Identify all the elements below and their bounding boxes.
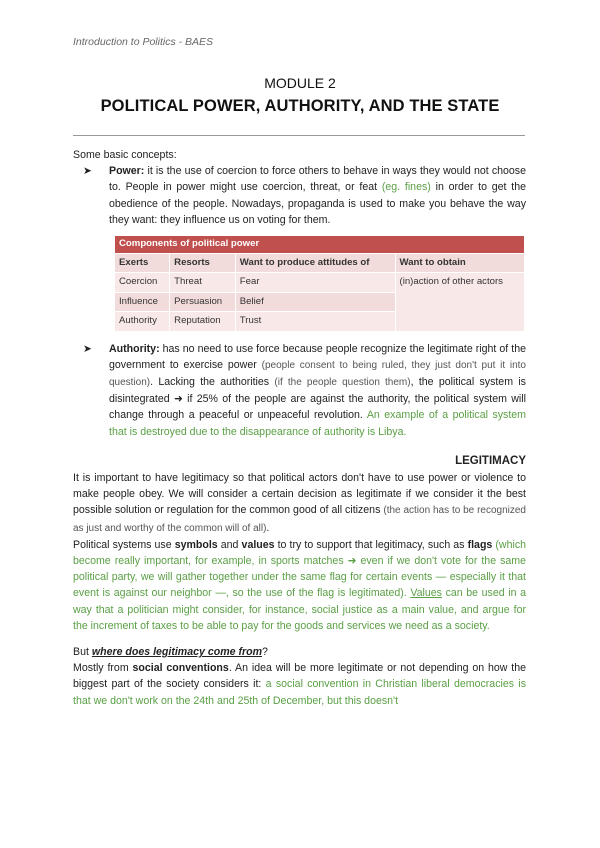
power-example: (eg. fines) — [381, 181, 431, 194]
table-row — [115, 273, 524, 293]
power-term: Power: — [109, 165, 145, 178]
legitimacy-text: to try to support that legitimacy, such as — [274, 538, 468, 551]
legitimacy-paragraph-2 — [73, 537, 526, 634]
authority-text-end: , the political system is disintegrated ➜ if 25% of the people are against the authority, the political system will change through a peaceful or unpeaceful revolution. — [109, 375, 526, 422]
power-components-table — [115, 236, 524, 331]
legitimacy-text: Political systems use — [73, 538, 175, 551]
authority-term: Authority: — [109, 342, 160, 355]
term-values: values — [241, 538, 275, 551]
module-label: MODULE 2 — [264, 75, 336, 91]
legitimacy-period: . — [266, 521, 270, 534]
origin-example: a social convention in Christian liberal democracies is that we don't work on the 24th and 25th of December, but this doesn't — [73, 678, 526, 707]
legitimacy-text: and — [217, 538, 242, 551]
authority-text: has no need to use force because people recognize the legitimate right of the government to exercise power — [109, 342, 526, 371]
table-cell: Authority — [115, 312, 170, 331]
authority-example: An example of a political system that is destroyed due to the disappearance of authority is Libya. — [109, 409, 527, 438]
table-cell-obtain: (in)action of other actors — [395, 273, 524, 331]
table-cell: Coercion — [115, 273, 170, 293]
table-cell: Persuasion — [170, 292, 236, 312]
question-text: But — [73, 645, 92, 658]
section-heading-legitimacy: LEGITIMACY — [455, 454, 526, 467]
power-text-cont: in order to get the obedience of the people. Nowadays, propaganda is used to make you behave the way they want: they influence us on voting for them. — [109, 181, 527, 226]
document-body — [73, 147, 526, 709]
flags-example: (which become really important, for example, in sports matches ➜ even if we don't vote for the same political party, we will gather together under the same flag for certain events — especially it that event is against our neighbor —, so the use of the flag is legitimated). — [73, 538, 527, 600]
bullet-arrow-icon: ➤ — [83, 342, 92, 355]
legitimacy-text: It is important to have legitimacy so that political actors don't have to use power or violence to make people obey. We will consider a certain decision as legitimate if we consider it the best possible solution or regulation for the common good of all citizens — [73, 471, 526, 517]
table-cell: Belief — [235, 292, 395, 312]
power-text: it is the use of coercion to force others to behave in ways they would not choose to. People in power might use coercion, threat, or feat — [109, 165, 526, 194]
authority-text-cont: . Lacking the authorities — [150, 375, 275, 388]
table-header: Exerts — [115, 253, 170, 273]
bullet-arrow-icon: ➤ — [83, 165, 92, 178]
power-bullet — [73, 163, 526, 228]
term-flags: flags — [467, 538, 493, 551]
origin-text-cont: . An idea will be more legitimate or not depending on how the biggest part of the society considers it: — [73, 662, 526, 691]
intro-text: Some basic concepts: — [73, 149, 177, 161]
question-mark: ? — [262, 645, 268, 658]
term-social-conventions: social conventions — [132, 662, 229, 675]
table-cell: Fear — [235, 273, 395, 293]
origin-paragraph — [73, 660, 526, 709]
page-title: POLITICAL POWER, AUTHORITY, AND THE STATE — [100, 97, 500, 115]
table-header: Resorts — [170, 253, 236, 273]
table-header: Want to obtain — [395, 253, 524, 273]
legitimacy-paragraph-1 — [73, 470, 526, 537]
values-example: can be used in a way that a politician might consider, for instance, social justice as a main value, and argue for the increment of taxes to be able to pay for the goods and services we need as a society. — [73, 587, 526, 632]
values-underlined: Values — [410, 587, 442, 600]
table-header: Want to produce attitudes of — [235, 253, 395, 273]
table-cell: Influence — [115, 292, 170, 312]
term-symbols: symbols — [174, 538, 218, 551]
origin-text: Mostly from — [73, 662, 133, 675]
authority-bullet — [73, 341, 526, 440]
table-cell: Reputation — [170, 312, 236, 331]
authority-aside-2: (if the people question them) — [274, 376, 411, 388]
table-cell: Threat — [170, 273, 236, 293]
legitimacy-aside: (the action has to be recognized as just and worthy of the common will of all) — [73, 505, 526, 534]
title-divider — [73, 135, 525, 136]
question-emphasis: where does legitimacy come from — [91, 645, 263, 658]
authority-aside: (people consent to being ruled, they just don't put it into question) — [109, 359, 526, 388]
table-cell: Trust — [235, 312, 395, 331]
table-caption: Components of political power — [115, 236, 524, 253]
running-header: Introduction to Politics - BAES — [73, 36, 214, 48]
legitimacy-question — [73, 644, 526, 660]
